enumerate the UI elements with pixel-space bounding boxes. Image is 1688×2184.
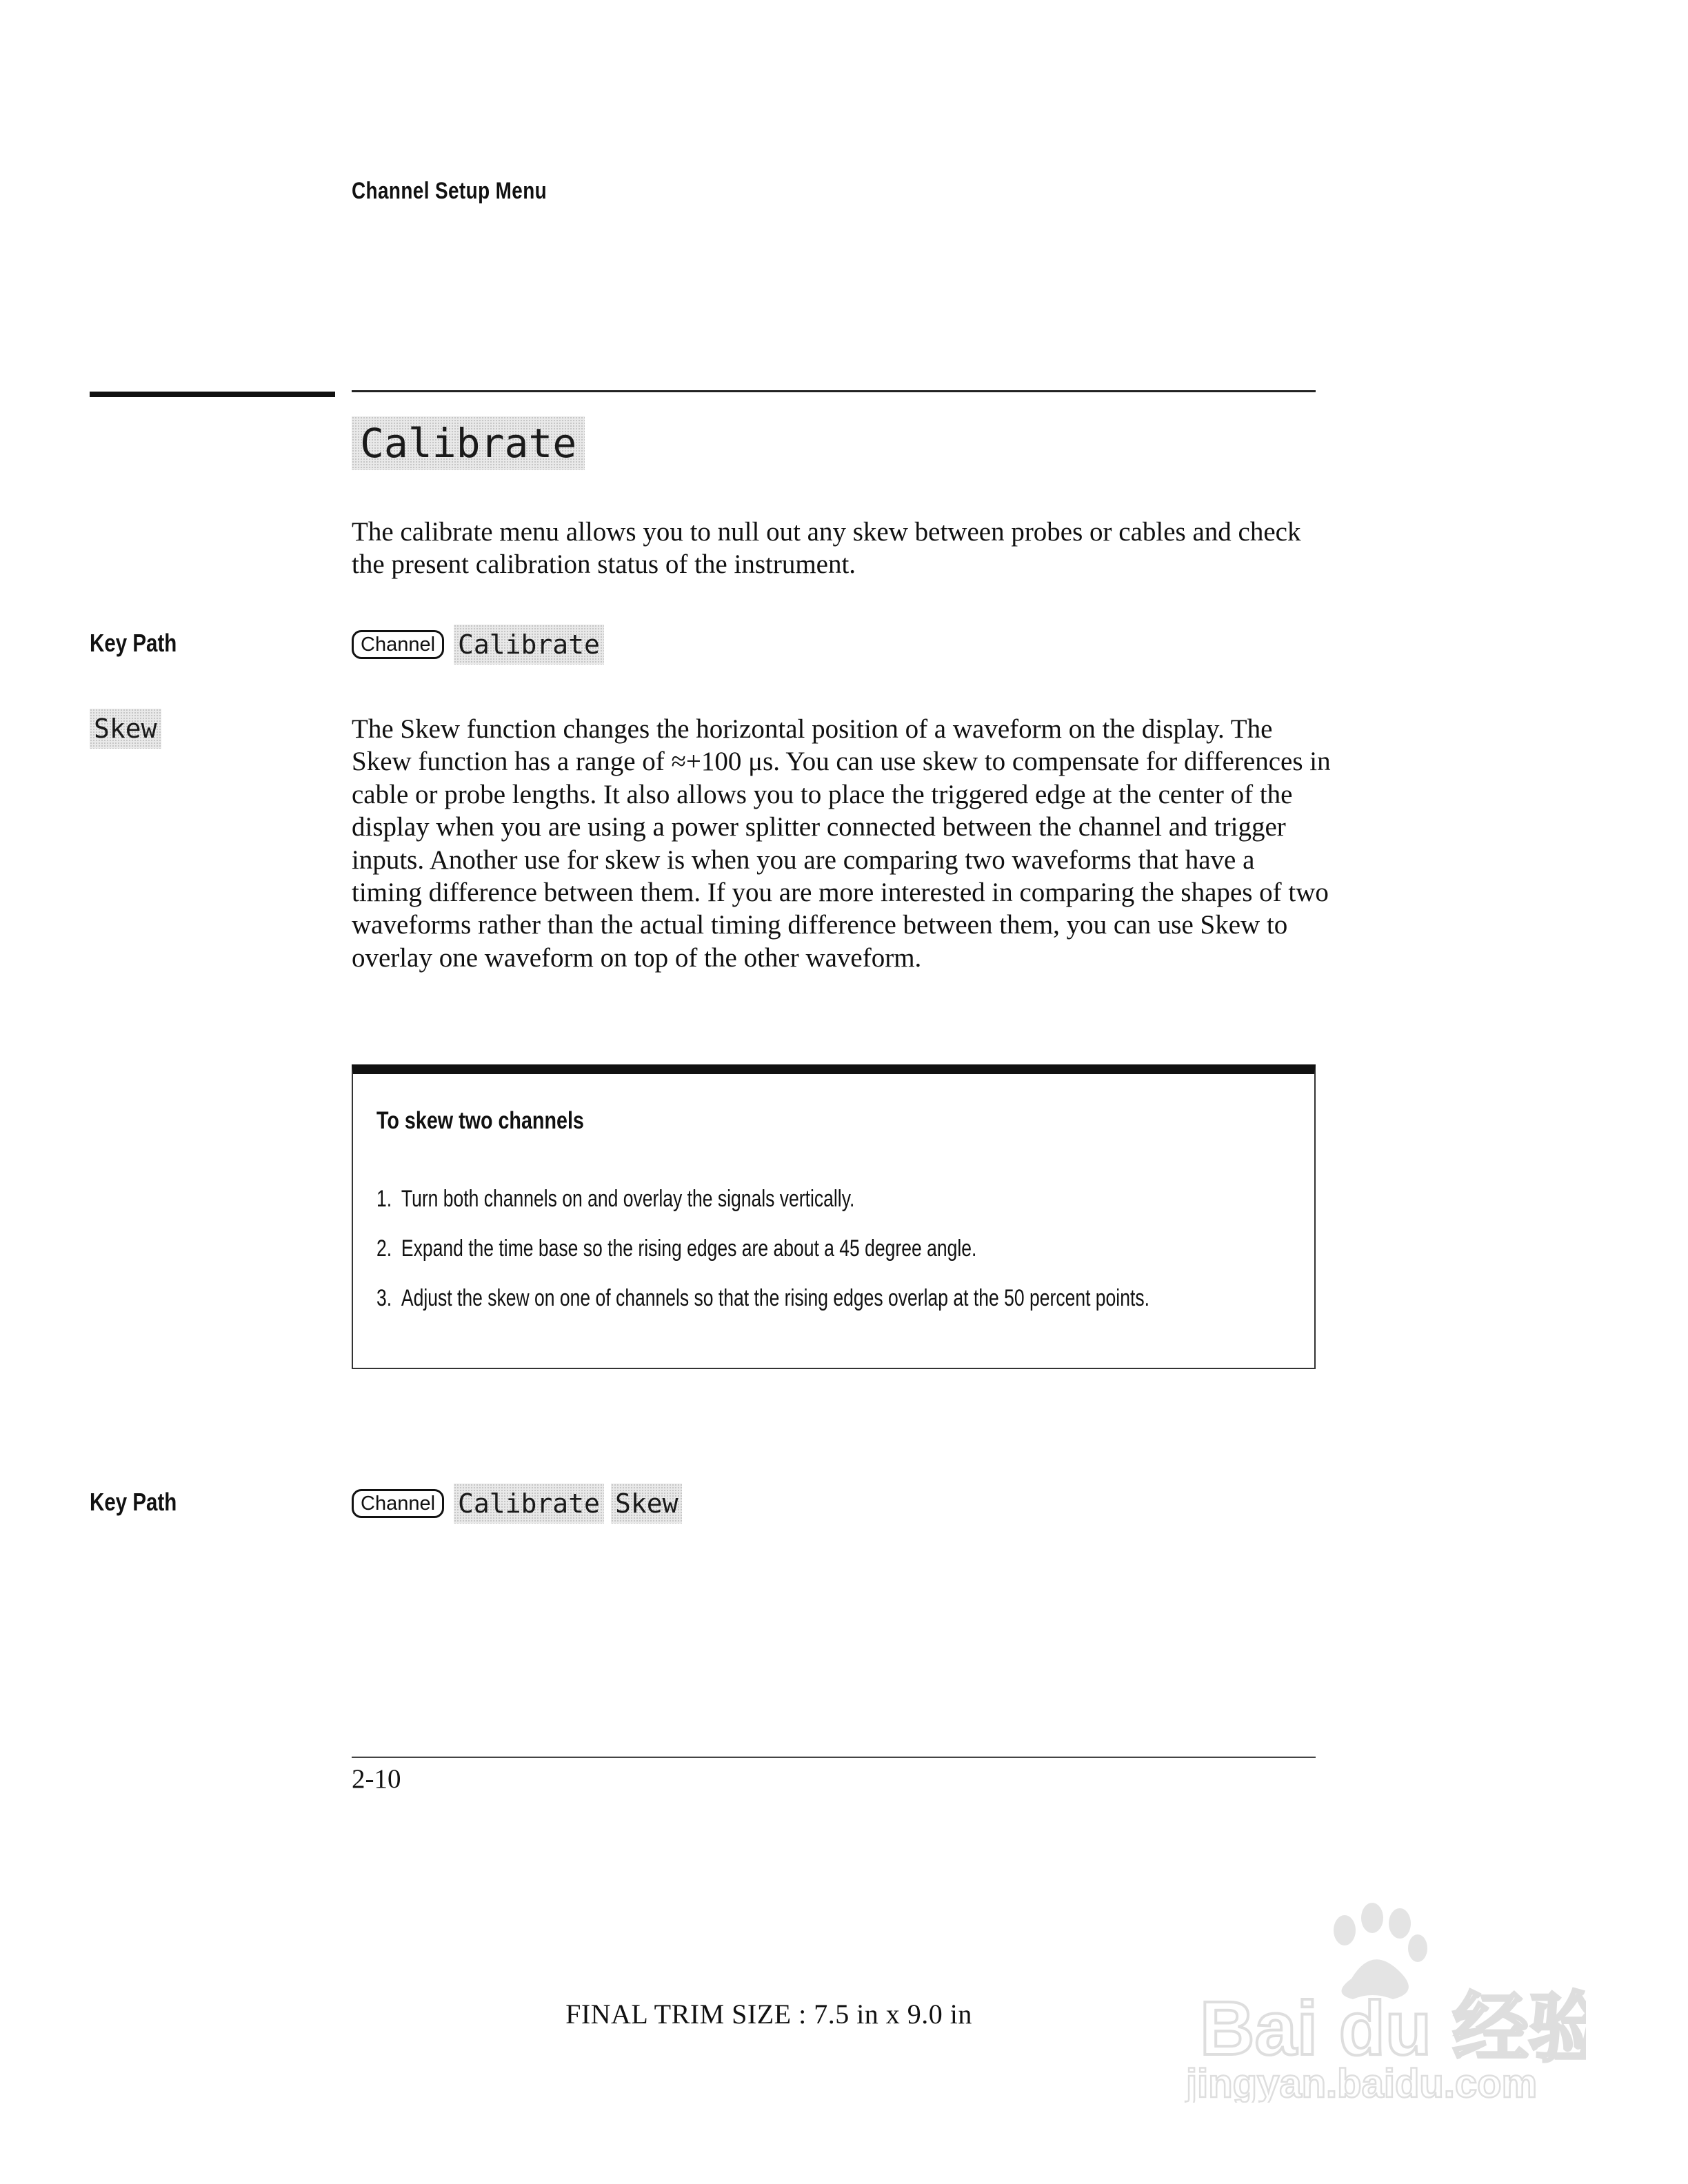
skew-softkey-label: Skew — [90, 709, 161, 749]
section-title: Calibrate — [352, 416, 585, 470]
section-rule-thick — [90, 392, 335, 397]
step-number: 1. — [376, 1186, 392, 1212]
procedure-box — [352, 1064, 1316, 1369]
channel-hardkey: Channel — [352, 1489, 444, 1518]
page-number: 2-10 — [352, 1764, 401, 1794]
section-intro: The calibrate menu allows you to null out any skew between probes or cables and check the present calibration status of the instrument. — [352, 517, 1301, 579]
procedure-step — [376, 1186, 854, 1213]
step-text: Turn both channels on and overlay the signals vertically. — [401, 1186, 855, 1212]
step-text: Expand the time base so the rising edges are about a 45 degree angle. — [401, 1235, 977, 1262]
key-path-label: Key Path — [90, 629, 177, 657]
calibrate-softkey: Calibrate — [454, 625, 604, 665]
key-path-calibrate — [352, 625, 604, 665]
step-number: 3. — [376, 1285, 392, 1311]
procedure-step — [376, 1235, 976, 1262]
footer-rule — [352, 1757, 1316, 1758]
procedure-step — [376, 1285, 1149, 1312]
step-text: Adjust the skew on one of channels so that the rising edges overlap at the 50 percent points. — [401, 1285, 1149, 1311]
skew-description: The Skew function changes the horizontal position of a waveform on the display. The Skew function has a range of ≈+100 μs. You can use skew to compensate for differences in cable or probe lengths. It also allows you to place the triggered edge at the center of the display when you are using a power splitter connected between the channel and trigger inputs. Another use for skew is when you are comparing two waveforms that have a timing difference between them. If you are more interested in comparing the shapes of two waveforms rather than the actual timing difference between them, you can use Skew to overlay one waveform on top of the other waveform. — [352, 714, 1331, 973]
watermark-url-text: jingyan.baidu.com — [1186, 2061, 1538, 2103]
paw-icon — [1172, 1903, 1586, 2103]
procedure-title: To skew two channels — [376, 1107, 584, 1134]
section-rule-thin — [352, 390, 1316, 392]
step-number: 2. — [376, 1235, 392, 1262]
watermark-brand-text: Bai du 经验 — [1200, 1986, 1586, 2071]
running-head: Channel Setup Menu — [352, 178, 547, 204]
calibrate-softkey: Calibrate — [454, 1484, 604, 1524]
trim-size-note: FINAL TRIM SIZE : 7.5 in x 9.0 in — [565, 1999, 972, 2030]
baidu-watermark-logo — [1172, 1903, 1586, 2103]
skew-softkey: Skew — [611, 1484, 683, 1524]
key-path-label: Key Path — [90, 1488, 177, 1516]
key-path-skew — [352, 1484, 682, 1524]
channel-hardkey: Channel — [352, 630, 444, 659]
